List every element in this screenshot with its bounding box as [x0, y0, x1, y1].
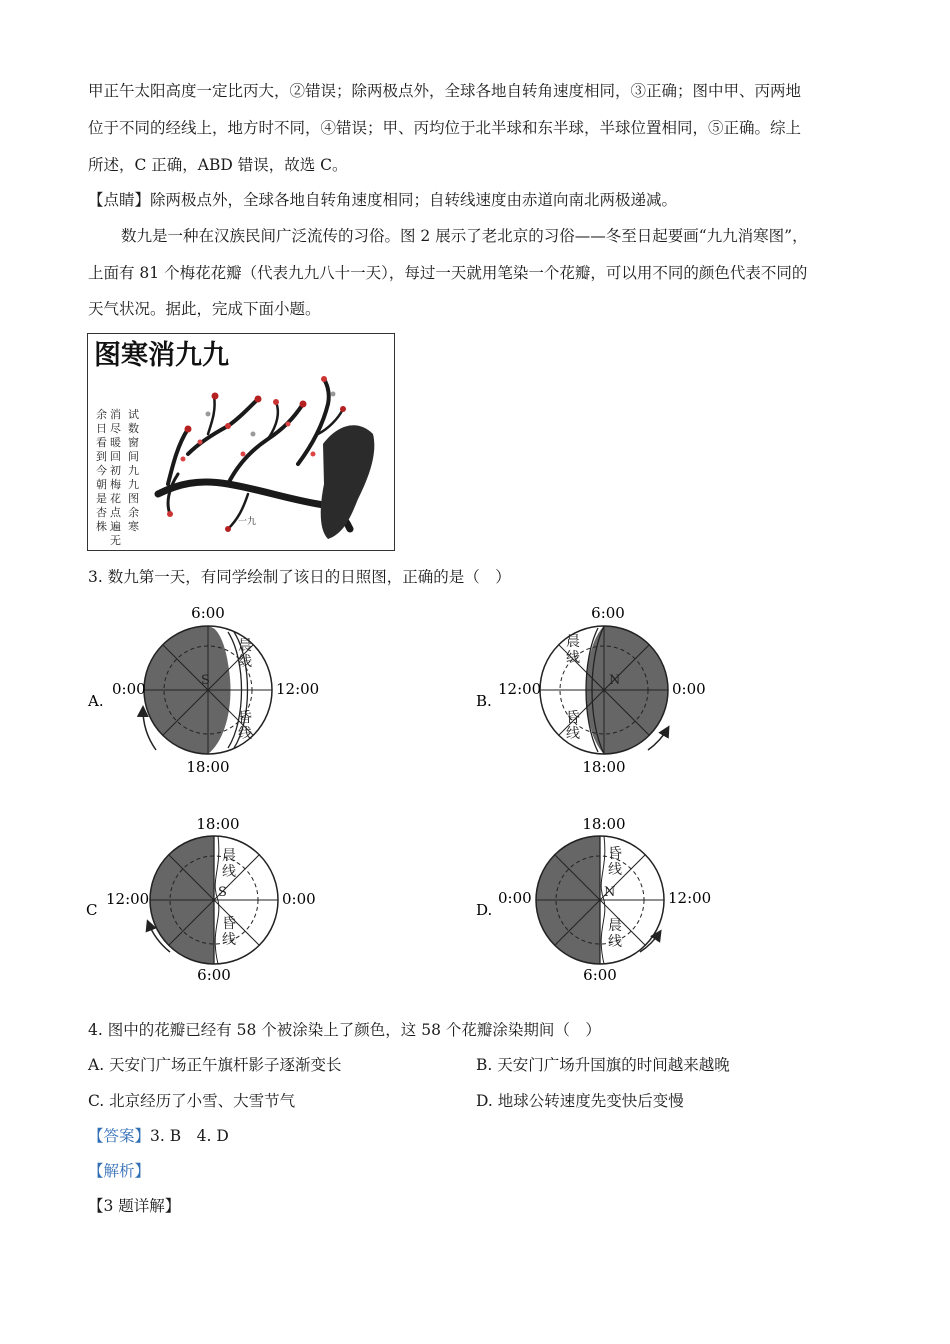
plum-blossom-drawing [88, 334, 393, 549]
option-d-diagram [476, 815, 711, 984]
a-left-time: 0:00 [112, 680, 146, 698]
q4-option-a: A. 天安门广场正午旗杆影子逐渐变长 [88, 1056, 342, 1074]
prev-text-line-2: 位于不同的经线上，地方时不同，④错误；甲、丙均位于北半球和东半球，半球位置相同，⑤正确。综上 [88, 119, 802, 137]
d-bottom-time: 6:00 [583, 966, 617, 984]
b-pole: N [609, 673, 621, 688]
d-line-bottom: 晨线 [608, 918, 622, 950]
option-b-diagram [476, 604, 706, 776]
intro-line-1: 数九是一种在汉族民间广泛流传的习俗。图 2 展示了老北京的习俗——冬至日起要画“九九消寒图”， [121, 227, 808, 245]
a-line-top: 晨线 [238, 638, 252, 670]
poem-left-col-2: 消尽暖回初梅花点遍无 [110, 408, 121, 547]
q3-stem: 3. 数九第一天，有同学绘制了该日的日照图，正确的是（ ） [88, 568, 511, 586]
a-label: A. [88, 692, 104, 710]
q4-option-d: D. 地球公转速度先变快后变慢 [476, 1092, 684, 1110]
a-top-time: 6:00 [191, 604, 225, 622]
d-pole: N [604, 885, 616, 900]
answer-text: 3. B 4. D [150, 1127, 229, 1145]
q3-diagrams [0, 600, 950, 990]
d-label: D. [476, 901, 493, 919]
answer-line [88, 1129, 229, 1145]
figure-title: 图寒消九九 [94, 340, 229, 371]
b-label: B. [476, 692, 492, 710]
b-line-top: 晨线 [566, 634, 580, 666]
c-pole: S [218, 885, 227, 900]
a-bottom-time: 18:00 [186, 758, 230, 776]
q3-detail-tag: 【3 题详解】 [88, 1197, 181, 1215]
c-line-top: 晨线 [222, 848, 236, 880]
prev-text-line-3: 所述，C 正确，ABD 错误，故选 C。 [88, 156, 348, 174]
a-right-time: 12:00 [276, 680, 320, 698]
c-right-time: 0:00 [282, 890, 316, 908]
b-left-time: 12:00 [498, 680, 542, 698]
answer-tag: 【答案】 [88, 1127, 151, 1145]
a-pole: S [201, 673, 210, 688]
c-left-time: 12:00 [106, 890, 150, 908]
analysis-tag: 【解析】 [88, 1162, 151, 1180]
b-line-bottom: 昏线 [566, 710, 580, 742]
d-line-top: 昏线 [608, 846, 622, 878]
d-right-time: 12:00 [668, 889, 712, 907]
intro-line-2: 上面有 81 个梅花花瓣（代表九九八十一天），每过一天就用笔染一个花瓣，可以用不同的颜色代表不同的 [88, 264, 808, 282]
b-bottom-time: 18:00 [582, 758, 626, 776]
seal-text: 一九 [238, 517, 257, 527]
c-line-bottom: 昏线 [222, 916, 236, 948]
d-top-time: 18:00 [582, 815, 626, 833]
b-top-time: 6:00 [591, 604, 625, 622]
plum-blossoms [167, 376, 346, 532]
prev-text-line-1: 甲正午太阳高度一定比丙大，②错误；除两极点外，全球各地自转角速度相同，③正确；图中甲、丙两地 [88, 82, 802, 100]
q4-option-b: B. 天安门广场升国旗的时间越来越晚 [476, 1056, 730, 1074]
d-left-time: 0:00 [498, 889, 532, 907]
jiujiu-xiaohan-figure [87, 333, 395, 551]
q4-stem: 4. 图中的花瓣已经有 58 个被涂染上了颜色，这 58 个花瓣涂染期间（ ） [88, 1021, 601, 1039]
option-a-diagram [87, 604, 319, 776]
a-line-bottom: 昏线 [238, 710, 252, 742]
c-label: C [86, 901, 98, 919]
poem-right-col: 试数窗间九九图余寒 [128, 408, 139, 533]
option-c-diagram [86, 815, 316, 984]
poem-left-col-1: 余日看到今朝是杏株 [96, 408, 107, 533]
b-right-time: 0:00 [672, 680, 706, 698]
c-top-time: 18:00 [196, 815, 240, 833]
c-bottom-time: 6:00 [197, 966, 231, 984]
q4-option-c: C. 北京经历了小雪、大雪节气 [88, 1092, 296, 1110]
intro-line-3: 天气状况。据此，完成下面小题。 [88, 300, 321, 318]
tip-note: 【点睛】除两极点外，全球各地自转角速度相同；自转线速度由赤道向南北两极递减。 [88, 191, 678, 209]
